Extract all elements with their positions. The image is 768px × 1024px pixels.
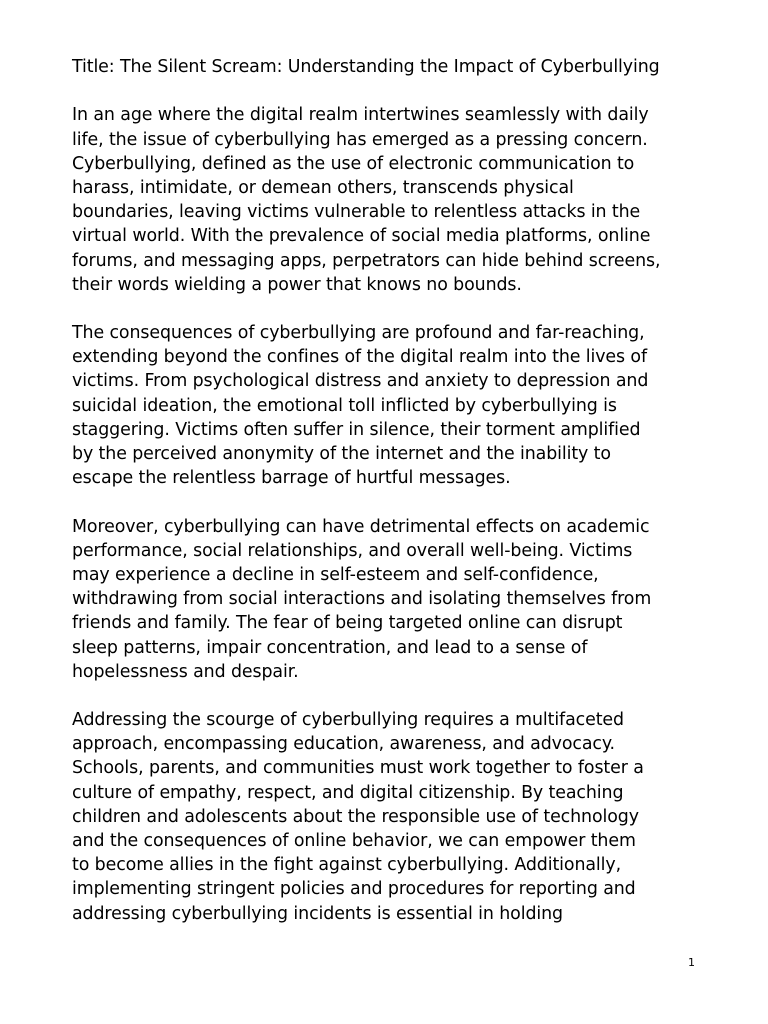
paragraph-line: friends and family. The fear of being targeted online can disrupt	[72, 613, 623, 634]
paragraph-line: Schools, parents, and communities must work together to foster a	[72, 758, 644, 779]
paragraph-line: to become allies in the fight against cyberbullying. Additionally,	[72, 855, 622, 876]
page-number: 1	[688, 956, 695, 969]
paragraph-line: performance, social relationships, and overall well-being. Victims	[72, 540, 633, 561]
paragraph-line: addressing cyberbullying incidents is essential in holding	[72, 903, 563, 924]
paragraph-line: boundaries, leaving victims vulnerable to relentless attacks in the	[72, 202, 641, 223]
paragraph-line: escape the relentless barrage of hurtful messages.	[72, 468, 511, 489]
paragraph-line: approach, encompassing education, awareness, and advocacy.	[72, 734, 615, 755]
paragraph-line: hopelessness and despair.	[72, 661, 299, 682]
paragraph-line: by the perceived anonymity of the internet and the inability to	[72, 444, 611, 464]
document-title: Title: The Silent Scream: Understanding the Impact of Cyberbullying	[72, 57, 660, 77]
paragraph-line: their words wielding a power that knows no bounds.	[72, 274, 522, 295]
paragraph-line: Cyberbullying, defined as the use of electronic communication to	[72, 153, 635, 174]
paragraph-line: culture of empathy, respect, and digital citizenship. By teaching	[72, 782, 624, 803]
paragraph-line: The consequences of cyberbullying are profound and far-reaching,	[72, 323, 645, 344]
paragraph-line: forums, and messaging apps, perpetrators can hide behind screens,	[72, 250, 661, 271]
paragraph-line: In an age where the digital realm intertwines seamlessly with daily	[72, 105, 649, 126]
paragraph-4	[72, 708, 704, 926]
paragraph-line: suicidal ideation, the emotional toll inflicted by cyberbullying is	[72, 395, 617, 416]
paragraph-line: Addressing the scourge of cyberbullying requires a multifaceted	[72, 710, 624, 731]
paragraph-line: staggering. Victims often suffer in silence, their torment amplified	[72, 419, 641, 440]
paragraph-line: life, the issue of cyberbullying has emerged as a pressing concern.	[72, 129, 648, 150]
paragraph-line: virtual world. With the prevalence of social media platforms, online	[72, 226, 651, 247]
paragraph-line: and the consequences of online behavior, we can empower them	[72, 831, 636, 851]
paragraph-line: harass, intimidate, or demean others, transcends physical	[72, 177, 574, 198]
document-body	[72, 55, 704, 926]
paragraph-line: implementing stringent policies and procedures for reporting and	[72, 879, 636, 900]
paragraph-line: Moreover, cyberbullying can have detrimental effects on academic	[72, 516, 650, 537]
paragraph-line: extending beyond the confines of the digital realm into the lives of	[72, 347, 647, 368]
paragraph-2	[72, 321, 704, 490]
paragraph-line: children and adolescents about the responsible use of technology	[72, 806, 639, 827]
paragraph-line: withdrawing from social interactions and isolating themselves from	[72, 589, 652, 610]
paragraph-3	[72, 515, 704, 684]
paragraph-line: may experience a decline in self-esteem and self-confidence,	[72, 564, 599, 585]
paragraph-1	[72, 103, 704, 297]
paragraph-line: sleep patterns, impair concentration, and lead to a sense of	[72, 637, 588, 658]
paragraph-line: victims. From psychological distress and anxiety to depression and	[72, 371, 649, 392]
